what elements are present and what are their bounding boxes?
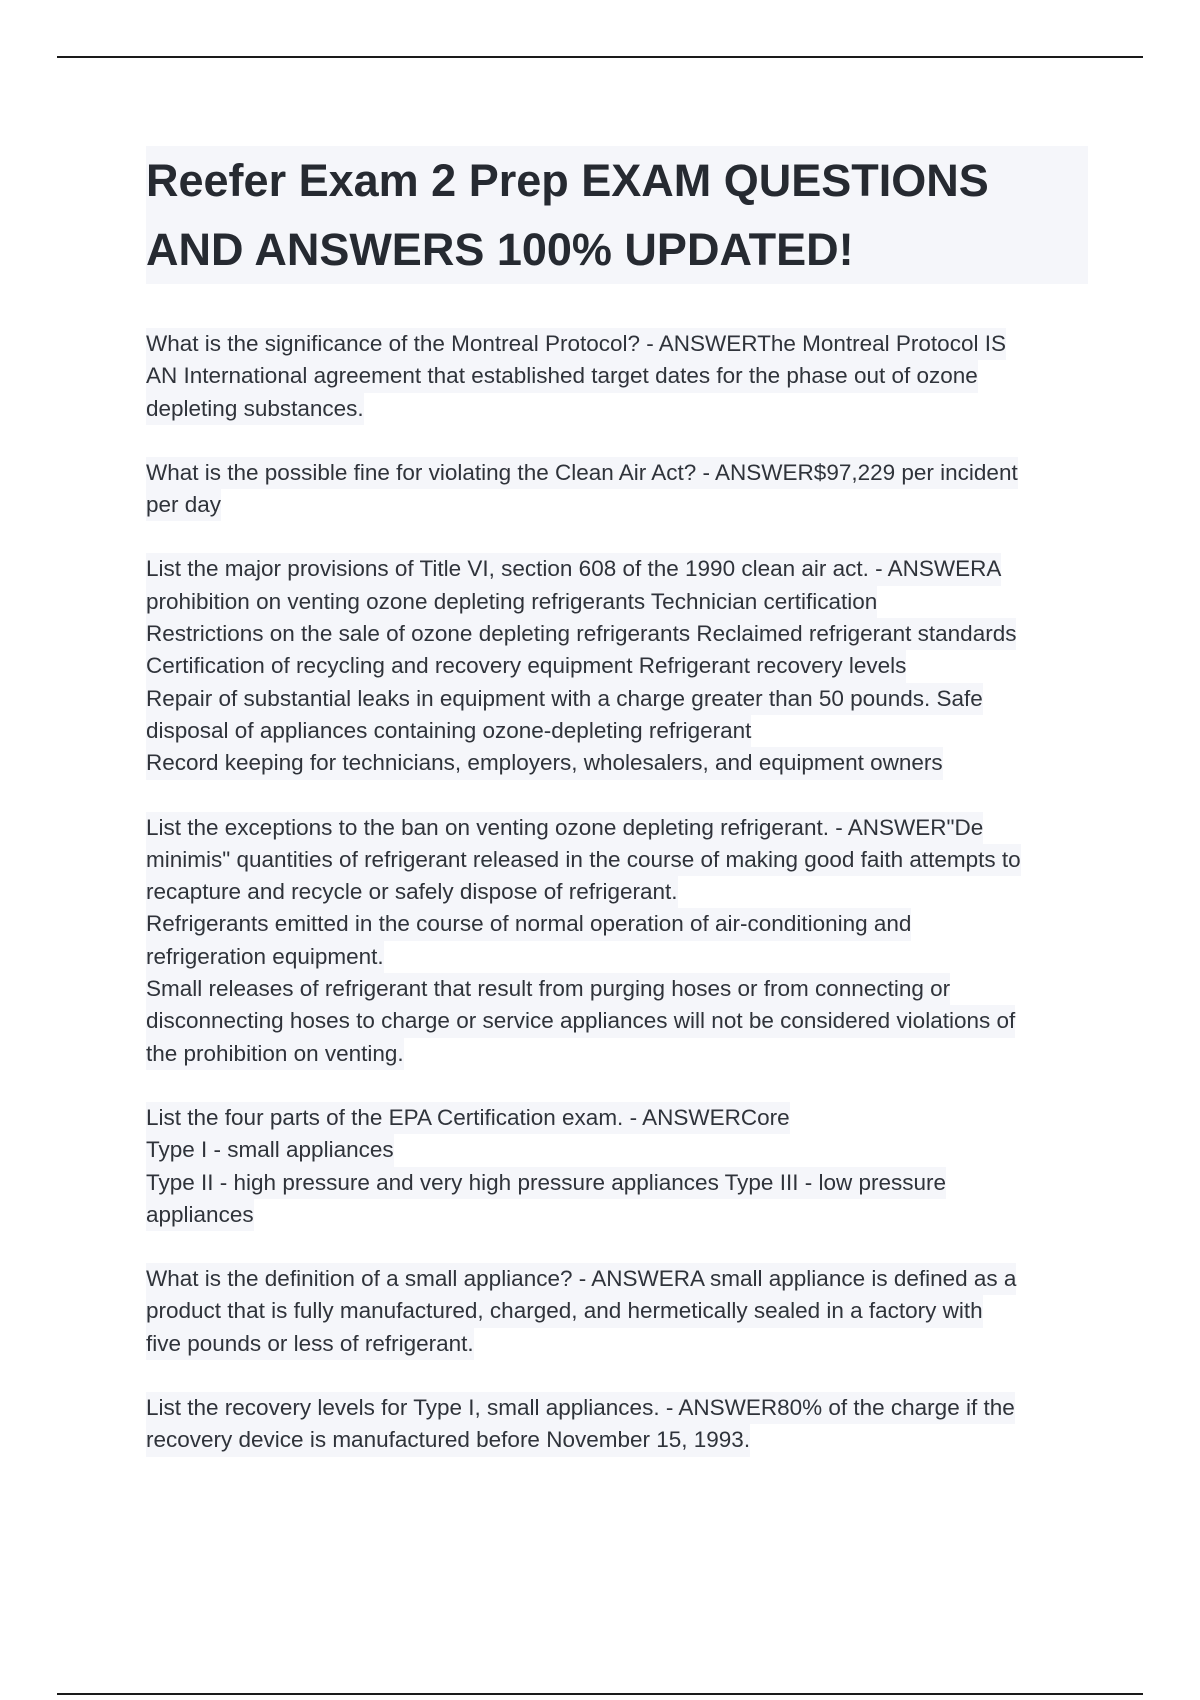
qa-line: five pounds or less of refrigerant. — [146, 1328, 474, 1360]
qa-line: Restrictions on the sale of ozone depleting refrigerants Reclaimed refrigerant standards — [146, 618, 1016, 650]
qa-line: List the recovery levels for Type I, small appliances. - ANSWER80% of the charge if the — [146, 1392, 1015, 1424]
qa-line: Type II - high pressure and very high pressure appliances Type III - low pressure — [146, 1167, 946, 1199]
qa-line: List the major provisions of Title VI, section 608 of the 1990 clean air act. - ANSWERA — [146, 553, 1001, 585]
top-divider — [57, 56, 1143, 58]
qa-line: Small releases of refrigerant that result from purging hoses or from connecting or — [146, 973, 950, 1005]
qa-line: What is the definition of a small appliance? - ANSWERA small appliance is defined as a — [146, 1263, 1016, 1295]
qa-line: refrigeration equipment. — [146, 941, 384, 973]
bottom-divider — [57, 1693, 1143, 1695]
document-title — [146, 146, 1088, 284]
qa-line: disposal of appliances containing ozone-depleting refrigerant — [146, 715, 751, 747]
qa-line: minimis" quantities of refrigerant released in the course of making good faith attempts to — [146, 844, 1021, 876]
qa-line: What is the significance of the Montreal Protocol? - ANSWERThe Montreal Protocol IS — [146, 328, 1006, 360]
qa-line: Record keeping for technicians, employers, wholesalers, and equipment owners — [146, 747, 943, 779]
qa-line: AN International agreement that established target dates for the phase out of ozone — [146, 360, 978, 392]
qa-line: depleting substances. — [146, 393, 364, 425]
title-line: Reefer Exam 2 Prep EXAM QUESTIONS — [146, 155, 989, 206]
qa-item — [146, 1263, 1088, 1360]
qa-line: What is the possible fine for violating the Clean Air Act? - ANSWER$97,229 per incident — [146, 457, 1018, 489]
document-body — [146, 146, 1088, 1489]
qa-item — [146, 812, 1088, 1070]
qa-line: prohibition on venting ozone depleting refrigerants Technician certification — [146, 586, 877, 618]
qa-item — [146, 328, 1088, 425]
title-line: AND ANSWERS 100% UPDATED! — [146, 224, 854, 275]
qa-line: List the four parts of the EPA Certification exam. - ANSWERCore — [146, 1102, 790, 1134]
qa-item — [146, 1102, 1088, 1231]
qa-line: Type I - small appliances — [146, 1134, 394, 1166]
qa-line: Repair of substantial leaks in equipment with a charge greater than 50 pounds. Safe — [146, 683, 983, 715]
qa-line: appliances — [146, 1199, 254, 1231]
qa-line: recapture and recycle or safely dispose of refrigerant. — [146, 876, 678, 908]
qa-item — [146, 553, 1088, 779]
qa-line: the prohibition on venting. — [146, 1038, 404, 1070]
qa-item — [146, 1392, 1088, 1457]
qa-line: Refrigerants emitted in the course of normal operation of air-conditioning and — [146, 908, 911, 940]
qa-line: product that is fully manufactured, charged, and hermetically sealed in a factory with — [146, 1295, 983, 1327]
qa-list — [146, 328, 1088, 1457]
qa-line: per day — [146, 489, 221, 521]
qa-line: Certification of recycling and recovery equipment Refrigerant recovery levels — [146, 650, 906, 682]
qa-line: List the exceptions to the ban on venting ozone depleting refrigerant. - ANSWER"De — [146, 812, 983, 844]
qa-line: recovery device is manufactured before November 15, 1993. — [146, 1424, 750, 1456]
qa-line: disconnecting hoses to charge or service appliances will not be considered violations of — [146, 1005, 1015, 1037]
qa-item — [146, 457, 1088, 522]
